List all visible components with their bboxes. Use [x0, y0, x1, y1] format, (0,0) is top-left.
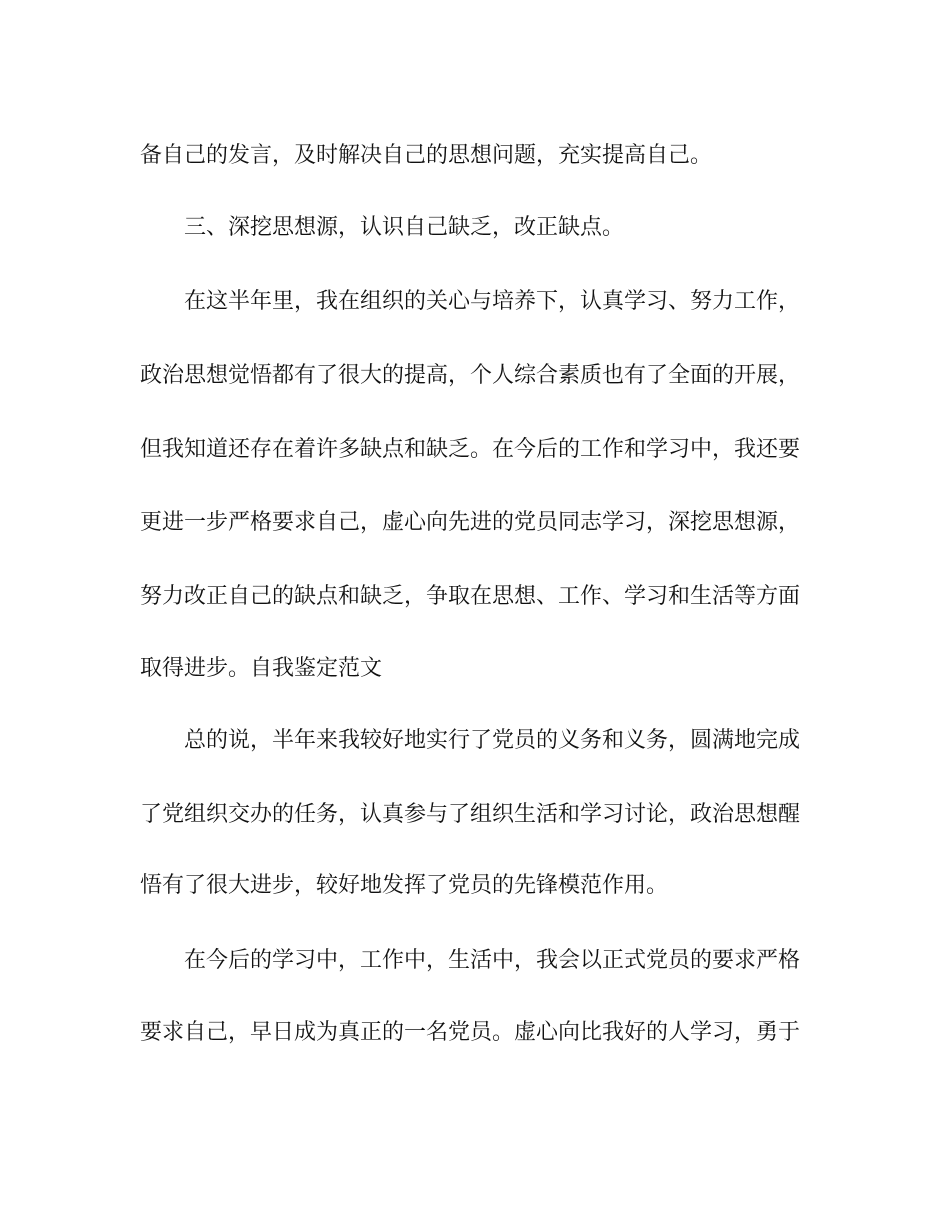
text-line-4: 政治思想觉悟都有了很大的提高，个人综合素质也有了全面的开展，: [140, 363, 801, 388]
text-line-11: 悟有了很大进步，较好地发挥了党员的先锋模范作用。: [140, 873, 669, 898]
text-line-5: 但我知道还存在着许多缺点和缺乏。在今后的工作和学习中，我还要: [140, 437, 801, 462]
text-line-1: 备自己的发言，及时解决自己的思想问题，充实提高自己。: [140, 143, 713, 168]
text-line-6: 更进一步严格要求自己，虚心向先进的党员同志学习，深挖思想源，: [140, 510, 801, 535]
text-line-7: 努力改正自己的缺点和缺乏，争取在思想、工作、学习和生活等方面: [140, 584, 801, 609]
text-line-3: 在这半年里，我在组织的关心与培养下，认真学习、努力工作，: [184, 289, 801, 314]
text-line-10: 了党组织交办的任务，认真参与了组织生活和学习讨论，政治思想醒: [140, 802, 801, 827]
text-line-9: 总的说，半年来我较好地实行了党员的义务和义务，圆满地完成: [184, 728, 801, 753]
section-heading-3: 三、深挖思想源，认识自己缺乏，改正缺点。: [184, 215, 625, 240]
text-line-12: 在今后的学习中，工作中，生活中，我会以正式党员的要求严格: [184, 948, 801, 973]
text-line-13: 要求自己，早日成为真正的一名党员。虚心向比我好的人学习，勇于: [140, 1020, 801, 1045]
text-line-8: 取得进步。自我鉴定范文: [140, 656, 383, 681]
